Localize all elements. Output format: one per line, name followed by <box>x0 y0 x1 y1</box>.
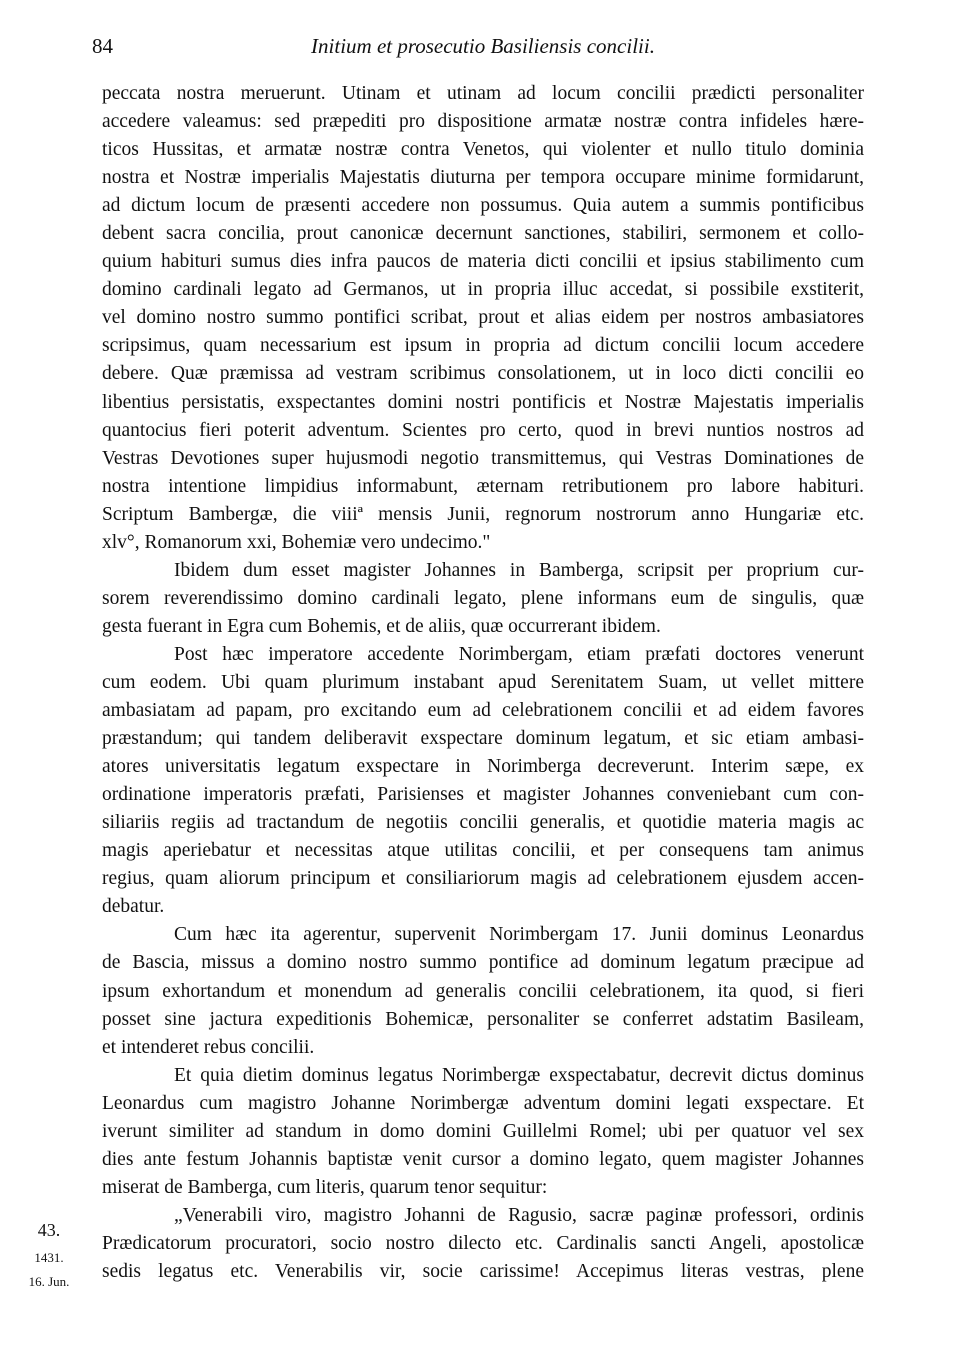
text-line: debent sacra concilia, prout canonicæ decernunt sanctiones, stabiliri, sermonem et collo- <box>102 223 864 245</box>
margin-note-number: 43. <box>37 1220 61 1240</box>
text-line: debatur. <box>102 896 165 918</box>
running-title: Initium et prosecutio Basiliensis concilii. <box>311 34 655 58</box>
text-line: Vestras Devotiones super hujusmodi negotio transmittemus, qui Vestras Dominationes de <box>102 447 864 469</box>
text-line: xlv°, Romanorum xxi, Bohemiæ vero undecimo." <box>102 531 491 553</box>
body-text <box>102 80 864 1286</box>
margin-note-year: 1431. <box>34 1250 64 1265</box>
text-line: ambasiatam ad papam, pro excitando eum ad celebrationem concilii et ad eidem favores <box>102 700 864 722</box>
text-line: præstandum; qui tandem deliberavit exspectare dominum legatum, et sic etiam ambasi- <box>102 728 864 750</box>
text-line: posset sine jactura expeditionis Bohemicæ, personaliter se conferret adstatim Basileam, <box>102 1008 864 1030</box>
page-number: 84 <box>92 34 113 58</box>
text-line: debere. Quæ præmissa ad vestram scribimus consolationem, ut in loco dicti concilii eo <box>102 363 864 385</box>
margin-note-date: 16. Jun. <box>28 1274 70 1289</box>
text-line: libentius persistatis, exspectantes domini nostri pontificis et Nostræ Majestatis imperialis <box>102 391 864 413</box>
paragraph-first-line: „Venerabili viro, magistro Johanni de Ragusio, sacræ paginæ professori, ordinis <box>174 1204 864 1226</box>
text-line: cum eodem. Ubi quam plurimum instabant apud Serenitatem Suam, ut vellet mittere <box>102 671 864 693</box>
page-header <box>92 34 864 64</box>
text-line: de Bascia, missus a domino nostro summo pontifice ad dominum legatum præcipue ad <box>102 952 864 974</box>
text-line: atores universitatis legatum exspectare in Norimberga decreverunt. Interim sæpe, ex <box>102 756 864 778</box>
text-line: siliariis regiis ad tractandum de negotiis concilii generalis, et quotidie materia magis ac <box>102 812 864 834</box>
text-line: nostra et Nostræ imperialis Majestatis diuturna per tempora occupare minime formidarunt, <box>102 167 864 189</box>
paragraph-first-line: Et quia dietim dominus legatus Norimbergæ exspectabatur, decrevit dictus dominus <box>174 1064 864 1086</box>
text-line: sorem reverendissimo domino cardinali legato, plene informans eum de singulis, quæ <box>102 587 864 609</box>
text-line: dies ante festum Johannis baptistæ venit cursor a domino legato, quem magister Johannes <box>102 1148 864 1170</box>
text-line: ordinatione imperatoris præfati, Parisienses et magister Johannes conveniebant cum con- <box>102 784 864 806</box>
text-line: et intenderet rebus concilii. <box>102 1036 315 1058</box>
text-line: miserat de Bamberga, cum literis, quarum tenor sequitur: <box>102 1176 548 1198</box>
paragraph-first-line: Post hæc imperatore accedente Norimbergam, etiam præfati doctores venerunt <box>174 643 864 665</box>
text-line: scripsimus, quam necessarium est ipsum in propria ad dictum concilii locum accedere <box>102 335 864 357</box>
text-line: domino cardinali legato ad Germanos, ut in propria illuc accedat, si possibile exstiterit, <box>102 279 864 301</box>
text-line: Leonardus cum magistro Johanne Norimbergæ adventum domini legati exspectare. Et <box>102 1092 864 1114</box>
text-line: quium habituri sumus dies infra paucos de materia dicti concilii et ipsius stabilimento cum <box>102 251 864 273</box>
text-line: ad dictum locum de præsenti accedere non possumus. Quia autem a summis pontificibus <box>102 195 864 217</box>
text-line: magis aperiebatur et necessitas atque utilitas concilii, et per consequens tam animus <box>102 840 864 862</box>
text-line: ticos Hussitas, et armatæ nostræ contra Venetos, qui violenter et nullo titulo dominia <box>102 139 864 161</box>
text-line: Scriptum Bambergæ, die viiiª mensis Junii, regnorum nostrorum anno Hungariæ etc. <box>102 503 864 525</box>
text-line: iverunt similiter ad standum in domo domini Guillelmi Romel; ubi per quatuor vel sex <box>102 1120 864 1142</box>
text-line: accedere valeamus: sed præpediti pro dispositione armatæ nostræ contra infideles hære- <box>102 111 864 133</box>
text-line: quantocius fieri poterit adventum. Scientes pro certo, quod in brevi nuntios nostros ad <box>102 419 864 441</box>
text-line: gesta fuerant in Egra cum Bohemis, et de aliis, quæ occurrerant ibidem. <box>102 615 661 637</box>
text-line: regius, quam aliorum principum et consiliariorum magis ad celebrationem ejusdem accen- <box>102 868 864 890</box>
text-line: Prædicatorum procuratori, socio nostro dilecto etc. Cardinalis sancti Angeli, apostolicæ <box>102 1232 864 1254</box>
paragraph-first-line: Cum hæc ita agerentur, supervenit Norimbergam 17. Junii dominus Leonardus <box>174 924 864 946</box>
text-line: sedis legatus etc. Venerabilis vir, socie carissime! Accepimus literas vestras, plene <box>102 1260 864 1282</box>
text-line: nostra intentione limpidius informabunt, æternam retributionem pro labore habituri. <box>102 475 864 497</box>
text-line: peccata nostra meruerunt. Utinam et utinam ad locum concilii prædicti personaliter <box>102 83 864 104</box>
text-line: ipsum exhortandum et monendum ad generalis concilii celebrationem, ita quod, si fieri <box>102 980 864 1002</box>
paragraph-first-line: Ibidem dum esset magister Johannes in Bamberga, scripsit per proprium cur- <box>174 559 864 581</box>
text-line: vel domino nostro summo pontifici scribat, prout et alias eidem per nostros ambasiatores <box>102 307 864 329</box>
